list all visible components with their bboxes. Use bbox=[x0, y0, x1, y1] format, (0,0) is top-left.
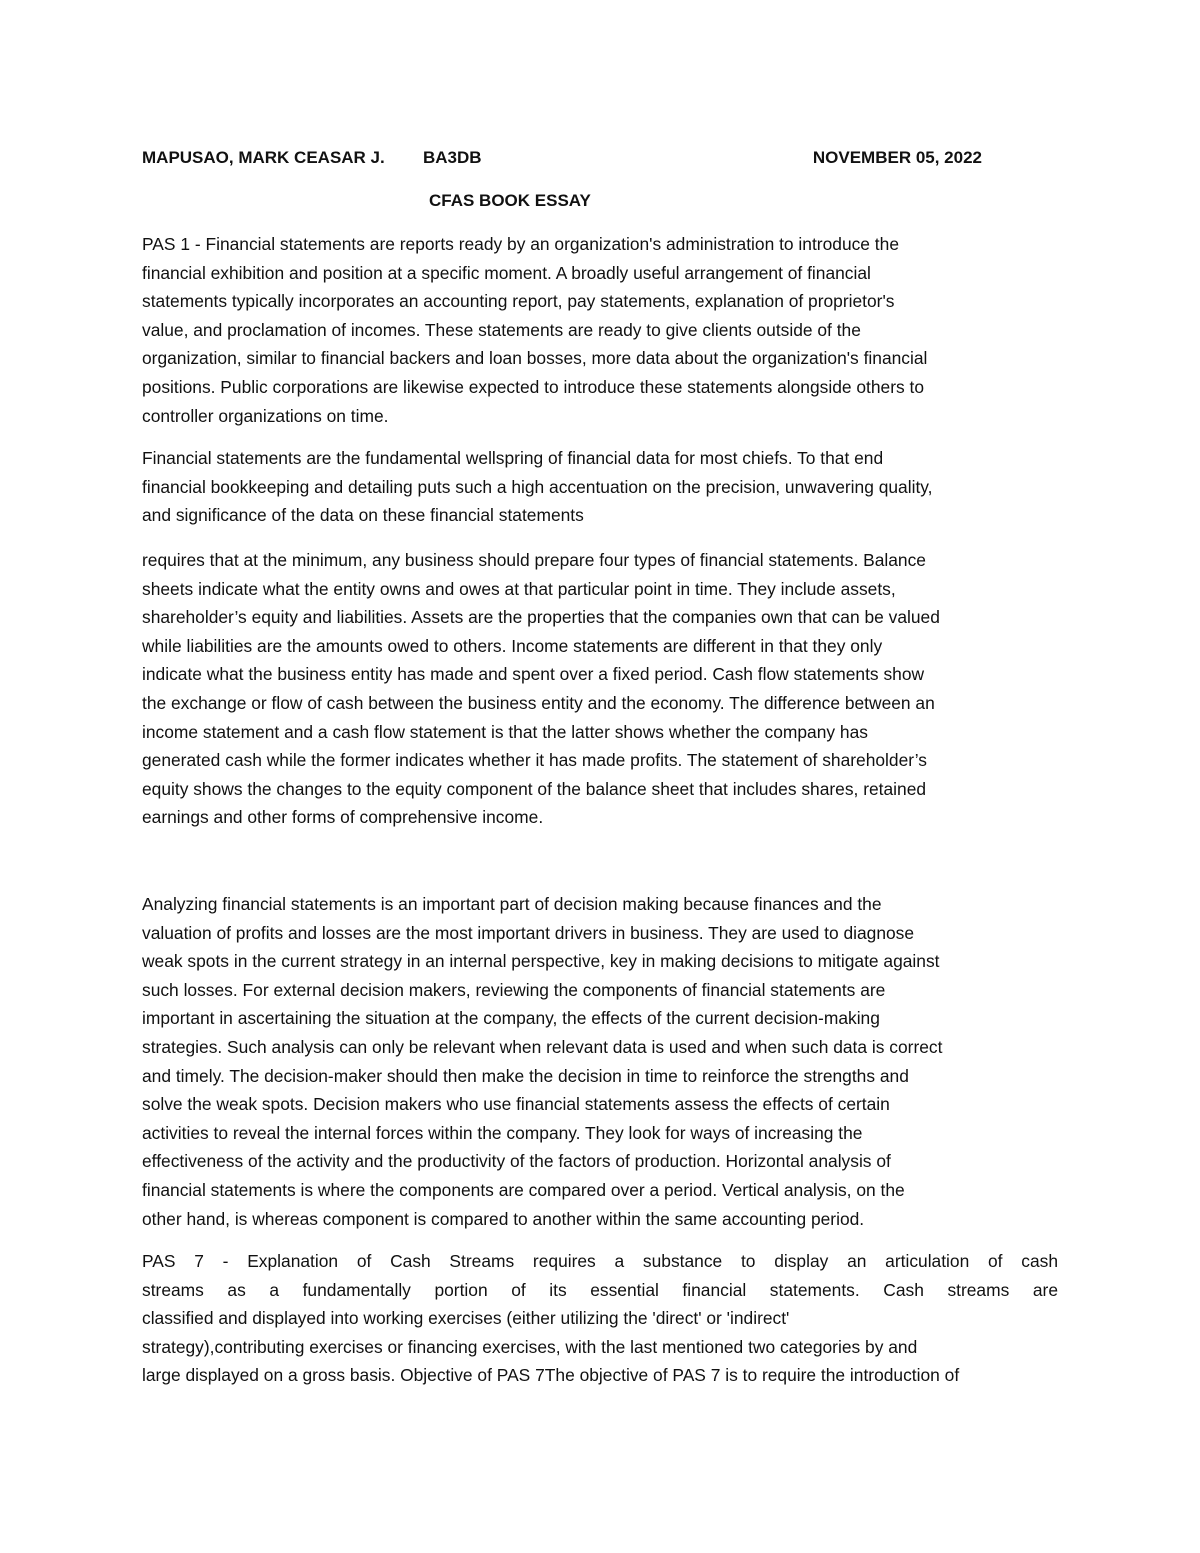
text-line: effectiveness of the activity and the productivity of the factors of production. Horizontal analysis of bbox=[142, 1151, 891, 1172]
text-line: important in ascertaining the situation at the company, the effects of the current decision-making bbox=[142, 1008, 880, 1029]
text-line: positions. Public corporations are likewise expected to introduce these statements alongside others to bbox=[142, 376, 925, 397]
text-line: sheets indicate what the entity owns and owes at that particular point in time. They include assets, bbox=[142, 578, 896, 599]
text-line: income statement and a cash flow statement is that the latter shows whether the company has bbox=[142, 721, 868, 742]
text-line: shareholder’s equity and liabilities. Assets are the properties that the companies own that can be valued bbox=[142, 607, 940, 628]
text-line: while liabilities are the amounts owed to others. Income statements are different in that they only bbox=[142, 635, 883, 656]
text-line: financial exhibition and position at a specific moment. A broadly useful arrangement of financial bbox=[142, 262, 871, 283]
text-line: financial statements is where the components are compared over a period. Vertical analysis, on the bbox=[142, 1179, 905, 1200]
text-line: and significance of the data on these financial statements bbox=[142, 505, 584, 526]
text-line: classified and displayed into working exercises (either utilizing the 'direct' or 'indirect' bbox=[142, 1308, 790, 1329]
text-line: financial bookkeeping and detailing puts such a high accentuation on the precision, unwavering quality, bbox=[142, 476, 933, 497]
text-line: valuation of profits and losses are the most important drivers in business. They are used to diagnose bbox=[142, 922, 915, 943]
text-line: value, and proclamation of incomes. These statements are ready to give clients outside of the bbox=[142, 319, 861, 340]
text-line: PAS 1 - Financial statements are reports ready by an organization's administration to introduce the bbox=[142, 234, 899, 254]
text-line: activities to reveal the internal forces within the company. They look for ways of increasing the bbox=[142, 1122, 863, 1143]
paragraph-pas7 bbox=[142, 1247, 1058, 1390]
text-line: such losses. For external decision makers, reviewing the components of financial statements are bbox=[142, 979, 886, 1000]
text-line: PAS 7 - Explanation of Cash Streams requires a substance to display an articulation of cash bbox=[142, 1251, 1058, 1271]
text-line: indicate what the business entity has made and spent over a fixed period. Cash flow statements show bbox=[142, 664, 925, 685]
text-line: the exchange or flow of cash between the business entity and the economy. The difference between an bbox=[142, 692, 935, 713]
text-line: weak spots in the current strategy in an internal perspective, key in making decisions to mitigate against bbox=[142, 951, 940, 972]
text-line: strategies. Such analysis can only be relevant when relevant data is used and when such data is correct bbox=[142, 1036, 943, 1057]
text-line: generated cash while the former indicates whether it has made profits. The statement of shareholder’s bbox=[142, 750, 927, 771]
text-line: Analyzing financial statements is an important part of decision making because finances and the bbox=[142, 894, 882, 914]
document-date: NOVEMBER 05, 2022 bbox=[812, 148, 982, 167]
paragraph-pas1-intro bbox=[142, 230, 1058, 430]
document-header bbox=[142, 146, 982, 170]
text-line: solve the weak spots. Decision makers who use financial statements assess the effects of certain bbox=[142, 1094, 890, 1115]
paragraph-four-types bbox=[142, 546, 1058, 832]
document-title: CFAS BOOK ESSAY bbox=[429, 191, 591, 210]
text-line: streams as a fundamentally portion of its essential financial statements. Cash streams are bbox=[142, 1279, 1058, 1300]
text-line: earnings and other forms of comprehensive income. bbox=[142, 807, 544, 828]
text-line: and timely. The decision-maker should then make the decision in time to reinforce the strengths and bbox=[142, 1065, 909, 1086]
paragraph-analyzing bbox=[142, 890, 1058, 1233]
author-name: MAPUSAO, MARK CEASAR J. bbox=[142, 148, 385, 167]
text-line: requires that at the minimum, any business should prepare four types of financial statements. Balance bbox=[142, 550, 926, 570]
text-line: large displayed on a gross basis. Objective of PAS 7The objective of PAS 7 is to require the introduction of bbox=[142, 1365, 960, 1386]
paragraph-financial-statements-data bbox=[142, 444, 1058, 530]
text-line: Financial statements are the fundamental wellspring of financial data for most chiefs. To that end bbox=[142, 448, 884, 468]
text-line: other hand, is whereas component is compared to another within the same accounting period. bbox=[142, 1208, 865, 1229]
section-code: BA3DB bbox=[423, 148, 482, 167]
text-line: organization, similar to financial backers and loan bosses, more data about the organization's financial bbox=[142, 348, 928, 369]
text-line: statements typically incorporates an accounting report, pay statements, explanation of proprietor's bbox=[142, 291, 895, 312]
text-line: equity shows the changes to the equity component of the balance sheet that includes shares, retained bbox=[142, 778, 927, 799]
text-line: strategy),contributing exercises or financing exercises, with the last mentioned two categories by and bbox=[142, 1336, 918, 1357]
text-line: controller organizations on time. bbox=[142, 405, 389, 426]
